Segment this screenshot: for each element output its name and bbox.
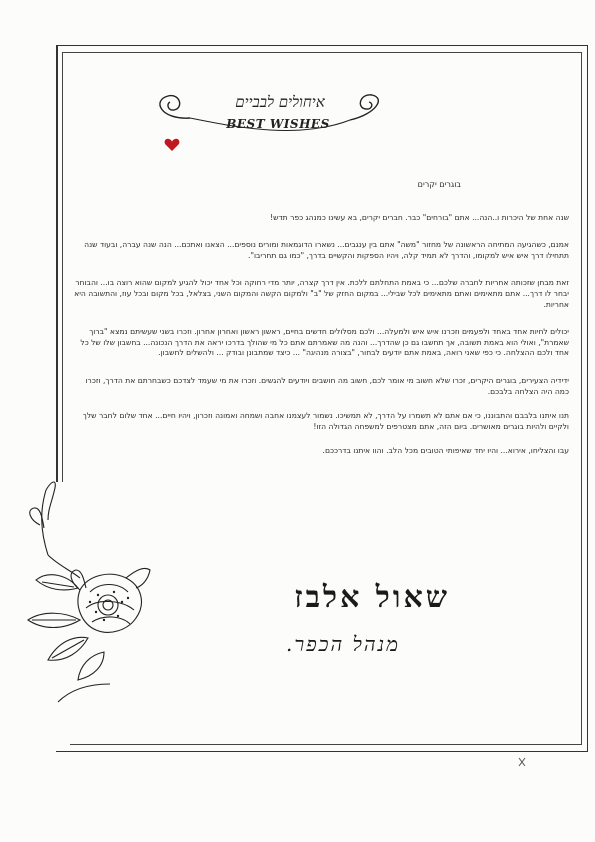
letter-greeting: בוגרים יקרים — [417, 180, 461, 189]
signature-block — [180, 580, 470, 680]
letter-body — [74, 180, 569, 471]
letter-paragraph: עבו והצליחו, אירוא... והיו יחד שאיפותי הטובים מכל הלב. והוו איתנו בדרככם. — [322, 446, 569, 456]
letter-paragraph: זאת מבחן שזכותה אחריות לחברה שלכם... כי באמת התחלתם ללכת. אין דרך קצרה, יותר מדי רחוקה וכל אחד יכול להגיע למקום שהוא רוצה בו... והבוחר יבחר לו דרך... אתם מתאימים ואתם מתאימים לכל שבילי... במקום החזק של "ב" ולמקום הקשה והמקום השני, בצלאל, בכל מקום ובכל עוז, והתשובה היא אחריות. — [74, 278, 569, 309]
signature-title: מנהל הכפר. — [286, 632, 400, 656]
signature-name: שאול אלבז — [294, 580, 450, 615]
letter-paragraph: שנה אחת של היכרות ו..הנה... אתם "בורחים" כבר. חברים יקרים, בא עשינו כמנהג כפר תדש! — [270, 212, 569, 222]
page-border-inner-right — [581, 52, 582, 745]
page-border-inner-bottom — [70, 744, 582, 745]
letter-paragraph: ידידיה הצעירים, בוגרים היקרים, זכרו שלא חשוב מי אומר לכם, חשוב מה חושבים ויודעים להגשים. וזכרו את מי שעמד לצדכם כשבחרתם את הדרך, וזכרו כמה היה הצלחה בלבכם. — [85, 375, 569, 396]
flower-illustration-icon — [18, 470, 168, 720]
hebrew-wishes-text: איחולים לבביים — [235, 93, 325, 111]
heart-icon — [164, 138, 180, 152]
page-border-inner-top — [62, 52, 582, 53]
letter-paragraph: יכולים לחיות אחד באחד ולפעמים וזכרנו איש איש ולמעלה... ולכם מסלולים חדשים בחיים, ראשון ראשון ואחרון אחרון. וזכרו בשני שעשיתם נמצא "ברוך שאמרת", ואולי הוא באמת תשובה, אך תחשבו גם כן שהדרך... והנה מה שאמרתם אתם כל מי שהולך בדרכו יראה את הדרך הנכונה... בחשבון שלו של כל אחד ולכם ההצלחה. כי כפי שאני רואה, באמת אתם יודעים לבחור, "בצורה מנהיגה" ... כיצד שמתבונן ובודק ... ולהשלים לחשבון. — [80, 327, 569, 358]
page-border-left-inner — [62, 52, 63, 482]
page-mark-icon — [518, 757, 526, 767]
best-wishes-header — [150, 90, 390, 160]
english-wishes-text: BEST WISHES — [226, 117, 330, 131]
page-border-left-outer — [56, 45, 58, 482]
letter-paragraph: אמנם, כשהגיעה המתיחה הראשונה של מחזור "משה" אתם בין ענגבים... נשארו הדוגמאות ומורים נוספים... הצאנו ואתכם... הנה שנה עברה, ובעוד שנה תתחילו דרך איש איש למקומו, והדרך לא תמיד קלה, ויהיו הספקות והקשיים בדרך, "כמו גם תחריבו". — [84, 240, 569, 260]
letter-paragraph: תנו איתנו בלבבם והתבוננו, כי אם אתם לא תשמרו על הדרך, לא תמשיכו. נשמור לעצמנו אחבה ושמחה ואמונה וזכרון, ויהיו חיים... אחד שלום לחבר שלך ולקיים ולהיות בוגרים מאושרים. ביום הזה, אתם מצטרפים למשפחה הגדולה הזו! — [82, 411, 569, 431]
